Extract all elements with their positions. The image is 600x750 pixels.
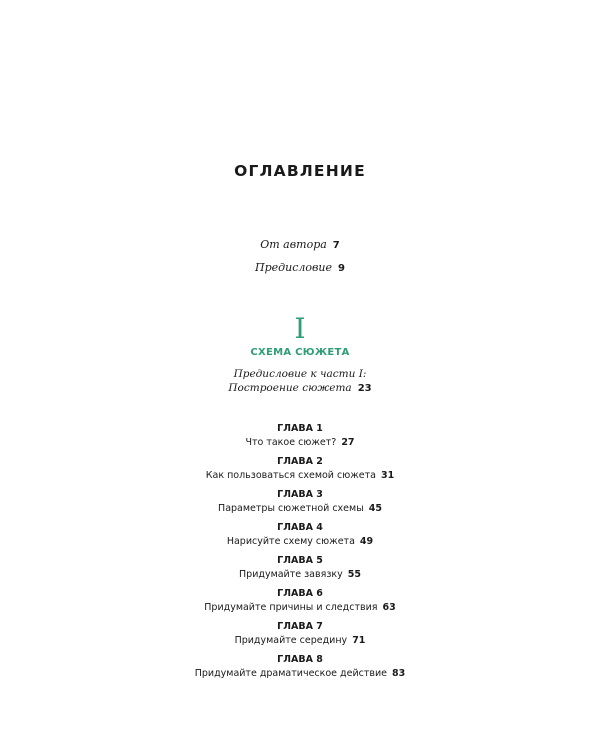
toc-entry-page: 83 bbox=[392, 668, 406, 679]
toc-entry-chapter-5[interactable] bbox=[0, 554, 600, 582]
toc-entry-foreword[interactable] bbox=[0, 261, 600, 274]
part-preface-line-2: Построение сюжета bbox=[228, 382, 352, 394]
toc-heading: ОГЛАВЛЕНИЕ bbox=[234, 162, 366, 180]
chapter-title: Что такое сюжет? bbox=[245, 437, 337, 448]
chapter-title: Придумайте середину bbox=[234, 635, 348, 646]
chapter-label: ГЛАВА 4 bbox=[277, 522, 323, 533]
chapter-title: Параметры сюжетной схемы bbox=[218, 503, 364, 514]
toc-entry-page: 23 bbox=[357, 383, 372, 394]
toc-entry-page: 49 bbox=[359, 536, 374, 547]
chapter-label: ГЛАВА 6 bbox=[277, 588, 323, 599]
toc-entry-chapter-2[interactable] bbox=[0, 455, 600, 483]
toc-entry-page: 45 bbox=[368, 503, 382, 514]
toc-entry-chapter-7[interactable] bbox=[0, 620, 600, 648]
part-preface-line-1: Предисловие к части I: bbox=[233, 368, 367, 380]
toc-entry-page: 55 bbox=[347, 569, 361, 580]
chapter-label: ГЛАВА 2 bbox=[277, 456, 323, 467]
chapter-label: ГЛАВА 7 bbox=[277, 621, 323, 632]
toc-entry-chapter-4[interactable] bbox=[0, 521, 600, 549]
chapter-title: Придумайте завязку bbox=[239, 569, 343, 580]
toc-entry-chapter-3[interactable] bbox=[0, 488, 600, 516]
toc-entry-page: 7 bbox=[332, 240, 340, 251]
toc-entry-title: От автора bbox=[260, 238, 327, 251]
chapter-label: ГЛАВА 8 bbox=[277, 654, 323, 665]
chapter-label: ГЛАВА 5 bbox=[277, 555, 323, 566]
toc-entry-chapter-6[interactable] bbox=[0, 587, 600, 615]
toc-entry-title: Предисловие bbox=[255, 261, 332, 274]
toc-entry-page: 9 bbox=[338, 263, 345, 274]
chapter-title: Нарисуйте схему сюжета bbox=[226, 536, 355, 547]
part-number: I bbox=[294, 312, 306, 345]
chapter-title: Придумайте причины и следствия bbox=[204, 602, 378, 613]
toc-entry-chapter-8[interactable] bbox=[0, 653, 600, 681]
toc-entry-part-preface[interactable] bbox=[0, 367, 600, 396]
toc-entry-page: 71 bbox=[352, 635, 366, 646]
toc-entry-author-note[interactable] bbox=[0, 238, 600, 251]
part-title: СХЕМА СЮЖЕТА bbox=[250, 347, 350, 358]
chapter-title: Как пользоваться схемой сюжета bbox=[205, 470, 376, 481]
chapter-label: ГЛАВА 3 bbox=[277, 489, 323, 500]
chapter-label: ГЛАВА 1 bbox=[277, 423, 323, 434]
chapter-title: Придумайте драматическое действие bbox=[194, 668, 388, 679]
toc-entry-chapter-1[interactable] bbox=[0, 422, 600, 450]
toc-entry-page: 63 bbox=[382, 602, 396, 613]
toc-entry-page: 31 bbox=[381, 470, 395, 481]
toc-entry-page: 27 bbox=[341, 437, 355, 448]
